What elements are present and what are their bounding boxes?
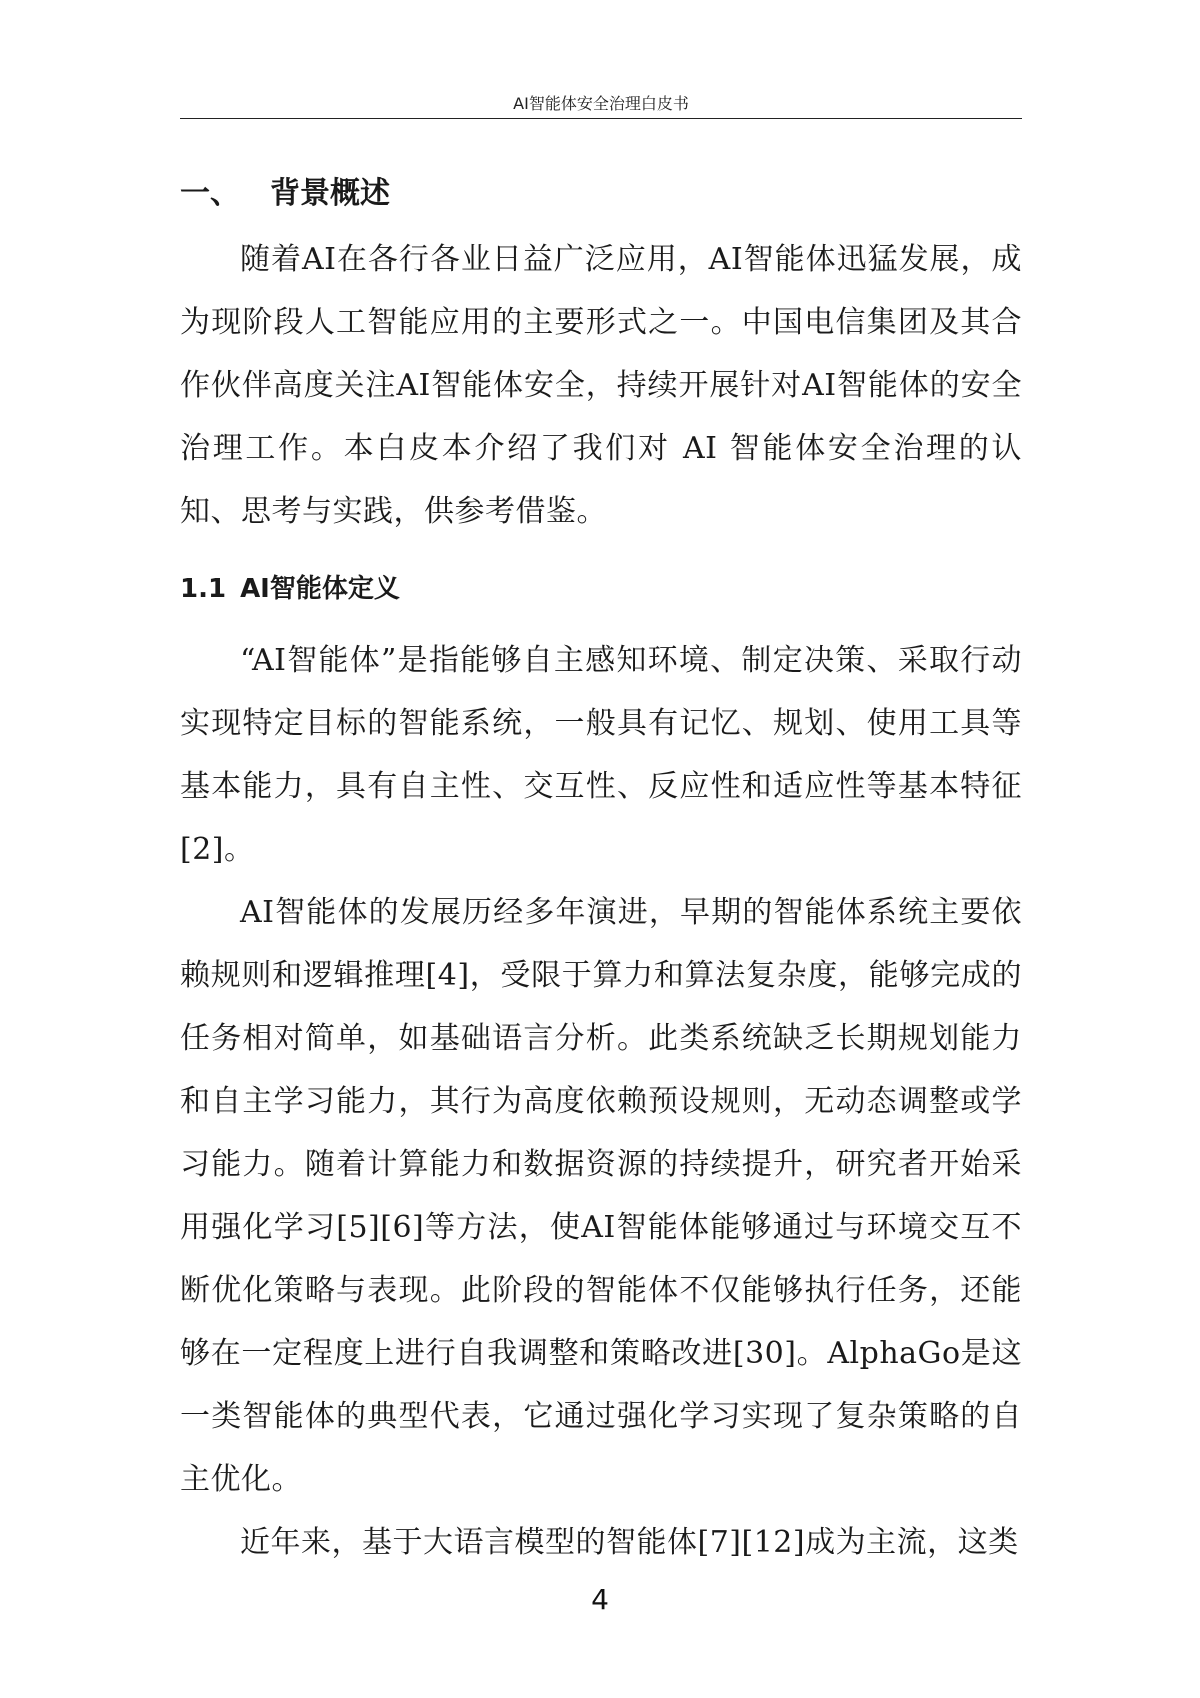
page-number: 4 bbox=[591, 1583, 609, 1616]
section-intro-paragraph: 随着AI在各行各业日益广泛应用，AI智能体迅猛发展，成为现阶段人工智能应用的主要形式之一。中国电信集团及其合作伙伴高度关注AI智能体安全，持续开展针对AI智能体的安全治理工作。本白皮本介绍了我们对 AI 智能体安全治理的认知、思考与实践，供参考借鉴。 bbox=[180, 242, 1022, 529]
section-heading bbox=[180, 160, 1022, 228]
section-title: 背景概述 bbox=[270, 176, 390, 211]
subsection-number: 1.1 bbox=[180, 574, 227, 604]
section-number: 一、 bbox=[180, 176, 240, 211]
subsection-title: AI智能体定义 bbox=[240, 574, 400, 604]
evolution-paragraph: AI智能体的发展历经多年演进，早期的智能体系统主要依赖规则和逻辑推理[4]，受限于算力和算法复杂度，能够完成的任务相对简单，如基础语言分析。此类系统缺乏长期规划能力和自主学习能力，其行为高度依赖预设规则，无动态调整或学习能力。随着计算能力和数据资源的持续提升，研究者开始采用强化学习[5][6]等方法，使AI智能体能够通过与环境交互不断优化策略与表现。此阶段的智能体不仅能够执行任务，还能够在一定程度上进行自我调整和策略改进[30]。AlphaGo是这一类智能体的典型代表，它通过强化学习实现了复杂策略的自主优化。 bbox=[180, 895, 1022, 1497]
page-content bbox=[180, 160, 1022, 1574]
subsection-heading bbox=[180, 567, 1022, 611]
llm-agent-paragraph: 近年来，基于大语言模型的智能体[7][12]成为主流，这类 bbox=[240, 1525, 1019, 1560]
header-divider bbox=[180, 118, 1022, 119]
running-header: AI智能体安全治理白皮书 bbox=[513, 94, 689, 113]
definition-paragraph: “AI智能体”是指能够自主感知环境、制定决策、采取行动实现特定目标的智能系统，一般具有记忆、规划、使用工具等基本能力，具有自主性、交互性、反应性和适应性等基本特征[2]。 bbox=[180, 643, 1022, 867]
